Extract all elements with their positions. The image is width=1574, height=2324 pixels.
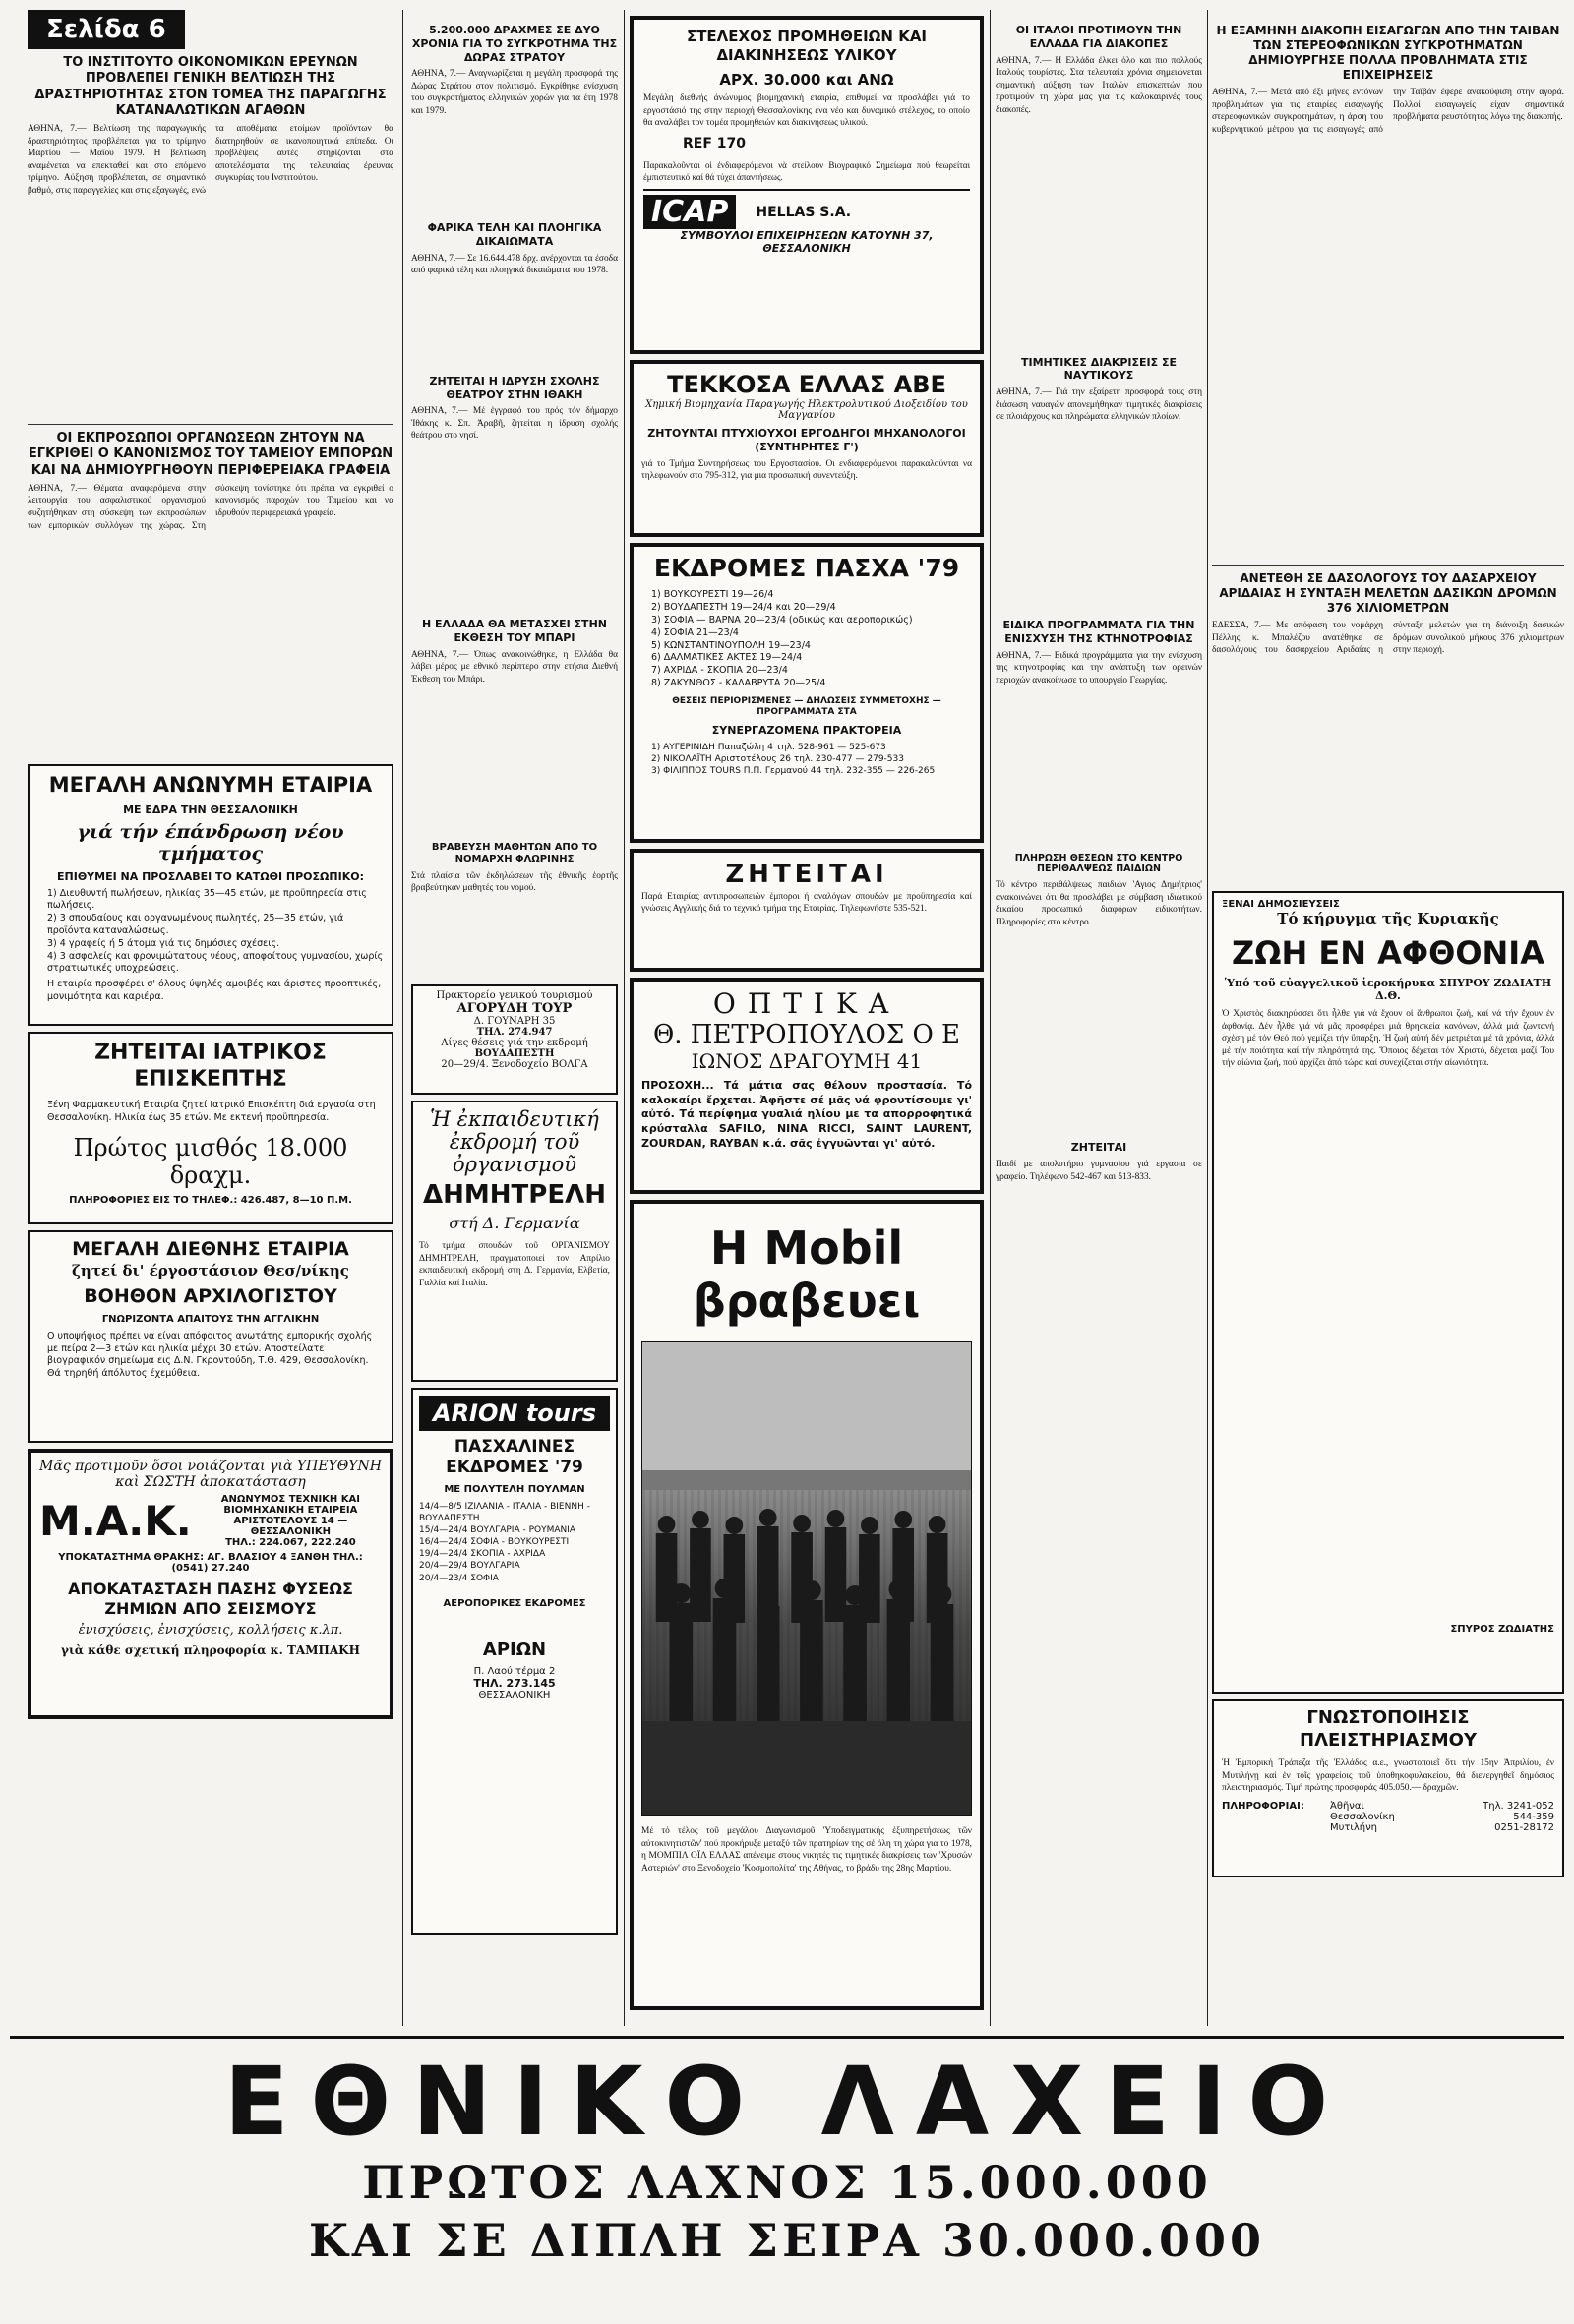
article-headline: ΒΡΑΒΕΥΣΗ ΜΑΘΗΤΩΝ ΑΠΟ ΤΟ ΝΟΜΑΡΧΗ ΦΛΩΡΙΝΗΣ — [431, 841, 598, 865]
ad-phone: ΠΛΗΡΟΦΟΡΙΕΣ ΕΙΣ ΤΟ ΤΗΛΕΦ.: 426.487, 8—10 Π.Μ. — [69, 1195, 352, 1207]
company-phone: ΤΗΛ.: 224.067, 222.240 — [225, 1536, 356, 1548]
list-item: 5) ΚΩΝΣΤΑΝΤΙΝΟΥΠΟΛΗ 19—23/4 — [651, 639, 811, 651]
column-3 — [630, 10, 984, 2026]
ad-title: ΖΗΤΕΙΤΑΙ ΙΑΤΡΙΚΟΣ ΕΠΙΣΚΕΠΤΗΣ — [94, 1040, 327, 1093]
agent-list — [641, 742, 972, 777]
article-headline: ΠΛΗΡΩΣΗ ΘΕΣΕΩΝ ΣΤΟ ΚΕΝΤΡΟ ΠΕΡΙΘΑΛΨΕΩΣ ΠΑΙΔΙΩΝ — [1014, 852, 1183, 875]
list-item: 16/4—24/4 ΣΟΦΙΑ - ΒΟΥΚΟΥΡΕΣΤΙ — [419, 1537, 570, 1548]
article-body: ΑΘΗΝΑ, 7.— Θέματα αναφερόμενα στην λειτουργία του ασφαλιστικού οργανισμού συζητήθηκαν στη σύσκεψη των εκπροσώπων των εμπορικών συλλόγων της χώρας. Στη σύσκεψη τονίστηκε ότι πρέπει να εγκριθεί ο κανονισμός παροχών του Ταμείου και να ιδρυθούν περιφερειακά γραφεία. — [28, 483, 394, 531]
contact-phone: 0251-28172 — [1494, 1821, 1554, 1833]
ad-tagline: Ἡ ἐκπαιδευτική ἐκδρομή τοῦ ὀργανισμοῦ — [430, 1106, 599, 1176]
contact-row — [1330, 1801, 1554, 1812]
job-ad-box — [28, 1230, 394, 1443]
article-headline: ΟΙ ΙΤΑΛΟΙ ΠΡΟΤΙΜΟΥΝ ΤΗΝ ΕΛΛΑΔΑ ΓΙΑ ΔΙΑΚΟΠΕΣ — [1015, 24, 1182, 50]
ad-line: Λίγες θέσεις γιά την εκδρομή — [441, 1037, 588, 1048]
sermon-box — [1212, 891, 1564, 1694]
sermon-intro: Τό κήρυγμα τῆς Κυριακῆς — [1277, 910, 1499, 927]
article-body: ΑΘΗΝΑ, 7.— Σε 16.644.478 δρχ. ανέρχονται τα έσοδα από φαρικά τέλη και πλοηγικά δικαιώματα του 1978. — [411, 253, 618, 276]
ad-title: ΜΕΓΑΛΗ ΔΙΕΘΝΗΣ ΕΤΑΙΡΙΑ — [72, 1237, 349, 1260]
travel-ad-box — [411, 984, 618, 1095]
list-item: 6) ΔΑΛΜΑΤΙΚΕΣ ΑΚΤΕΣ 19—24/4 — [651, 652, 803, 664]
list-item: 4) ΣΟΦΙΑ 21—23/4 — [651, 626, 739, 638]
page-number-label: Σελίδα 6 — [28, 10, 185, 49]
sermon-body: Ὁ Χριστὸς διακηρύσσει ὅτι ἦλθε γιά νά ἔχουν οἱ ἄνθρωποι ζωή, καί νά τήν ἔχουν ἐν ἀφθονίᾳ. Δέν ἦλθε γιά νά μᾶς προσφέρει μιά θρησκεία κανόνων, ἀλλά μιά ζωντανή σχέση μέ τόν Θεό πού γεμίζει τήν ὕπαρξη. Ἡ ζωή αὐτή δέν μετριέται μέ τά χρόνια, ἀλλά μέ τήν ποιότητα καί τήν πληρότητά της. Ὅποιος δέχεται τόν Χριστό, δέχεται μαζί Του τήν αἰώνια ζωή, πού ἀρχίζει ἀπό τώρα καί συνεχίζεται στήν αἰωνιότητα. — [1222, 1009, 1554, 1069]
wanted-ad-box — [630, 849, 984, 972]
ad-title: ΠΑΣΧΑΛΙΝΕΣ ΕΚΔΡΟΜΕΣ '79 — [446, 1436, 583, 1477]
article-body: Τό κέντρο περιθάλψεως παιδιών 'Αγιος Δημήτριος' ανακοινώνει ότι θα προσλάβει με σύμβαση ιδιωτικού δικαίου προσωπικό διαφόρων ειδικοτήτων. Πληροφορίες στο κέντρο. — [996, 880, 1202, 928]
article-body: ΑΘΗΝΑ, 7.— Όπως ανακοινώθηκε, η Ελλάδα θα λάβει μέρος με εθνικό περίπτερο στην ετήσια Διεθνή Έκθεση του Μπάρι. — [411, 649, 618, 685]
ad-line: ΒΟΥΔΑΠΕΣΤΗ — [474, 1047, 555, 1059]
ad-requirement-list — [37, 888, 384, 977]
company-address: ΙΩΝΟΣ ΔΡΑΓΟΥΜΗ 41 — [691, 1049, 923, 1073]
ad-body: Τό τμήμα σπουδών τοῦ ΟΡΓΑΝΙΣΜΟΥ ΔΗΜΗΤΡΕΛΗ, πραγματοποιεί τον Απρίλιο εκπαιδευτική εκδρομή στη Δ. Γερμανία, Ελβετία, Γαλλία καί Ιταλία. — [419, 1241, 610, 1288]
article-body: Παιδί με απολυτήριο γυμνασίου γιά εργασία σε γραφείο. Τηλέφωνο 542-467 και 513-833. — [996, 1160, 1202, 1182]
ad-note: Παρακαλοῦνται οἱ ἐνδιαφερόμενοι νὰ στείλουν Βιογραφικό Σημείωμα πού θεωρείται έμπιστευτικό καί θά τύχει άπαντήσεως. — [643, 160, 970, 183]
icap-advisors: ΣΥΜΒΟΥΛΟΙ ΕΠΙΧΕΙΡΗΣΕΩΝ ΚΑΤΟΥΝΗ 37, ΘΕΣΣΑΛΟΝΙΚΗ — [680, 229, 934, 256]
ad-body: γιά το Τμήμα Συντηρήσεως του Εργοστασίου. Οι ενδιαφερόμενοι παρακαλούνται να τηλεφωνούν στο 795-312, για μια προσωπική συνεντεύξη. — [641, 458, 972, 482]
article-body: ΑΘΗΝΑ, 7.— Η Ελλάδα έλκει όλο και πιο πολλούς Ιταλούς τουρίστες. Στα τελευταία χρόνια σημειώνεται σημαντική αύξηση των Ιταλών επισκεπτών που προτιμούν τη χώρα μας για τις καλοκαιρινές τους διακοπές. — [996, 55, 1202, 115]
column-4 — [996, 10, 1202, 2026]
mobil-headline: Η Mobil βραβευει — [693, 1222, 921, 1328]
list-item: 14/4—8/5 ΙΖΙΛΑΝΙΑ - ΙΤΑΛΙΑ - ΒΙΕΝΝΗ - ΒΟΥΔΑΠΕΣΤΗ — [419, 1501, 590, 1523]
ad-services: ἐνισχύσεις, ἐνισχύσεις, κολλήσεις κ.λπ. — [78, 1622, 343, 1638]
ad-body: Παρά Εταιρίας αντιπροσωπειών έμποροι ή αναλόγων σπουδών με προϋπηρεσία καί γνώσεις Αγγλικής διά το τεχνικό τμήμα της Εταιρίας. Τηλεφωνήστε 535-521. — [641, 891, 972, 915]
ad-line: Πρακτορείο γενικού τουρισμού — [436, 989, 593, 1001]
column-1 — [28, 10, 394, 2026]
contact-city: Ἀθῆναι — [1330, 1800, 1364, 1812]
list-item: 2) 3 σπουδαίους και οργανωμένους πωλητές, 25—35 ετών, γιά προϊόντα καταναλώσεως. — [47, 913, 344, 936]
company-logo: Μ.Α.Κ. — [39, 1496, 192, 1545]
column-rule — [624, 10, 625, 2026]
contact-phone: Τηλ. 3241-052 — [1483, 1800, 1554, 1812]
lottery-first-prize: ΠΡΩΤΟΣ ΛΑΧΝΟΣ 15.000.000 — [362, 2155, 1212, 2209]
list-item: 20/4—29/4 ΒΟΥΛΓΑΡΙΑ — [419, 1561, 520, 1572]
tour-ad-box — [411, 1388, 618, 1935]
agency-address: Π. Λαού τέρμα 2 — [473, 1665, 556, 1677]
lottery-double-prize: ΚΑΙ ΣΕ ΔΙΠΛΗ ΣΕΙΡΑ 30.000.000 — [308, 2213, 1266, 2267]
sermon-title: ΖΩΗ ΕΝ ΑΦΘΟΝΙΑ — [1232, 934, 1544, 972]
list-item: 8) ΖΑΚΥΝΘΟΣ - ΚΑΛΑΒΡΥΤΑ 20—25/4 — [651, 677, 826, 688]
company-address: ΑΡΙΣΤΟΤΕΛΟΥΣ 14 — ΘΕΣΣΑΛΟΝΙΚΗ — [233, 1515, 348, 1537]
icap-company: HELLAS S.A. — [756, 204, 852, 220]
divider — [1212, 565, 1564, 566]
job-ad-box — [28, 1032, 394, 1224]
article-body: ΑΘΗΝΑ, 7.— Γιά την εξαίρετη προσφορά τους στη διάσωση ναυαγών απονεμήθηκαν τιμητικές διακρίσεις σε πλοιάρχους και πληρώματα ελληνικών πλοίων. — [996, 387, 1202, 423]
ad-headline: ΖΗΤΟΥΝΤΑΙ ΠΤΥΧΙΟΥΧΟΙ ΕΡΓΟΔΗΓΟΙ ΜΗΧΑΝΟΛΟΓΟΙ (ΣΥΝΤΗΡΗΤΕΣ Γ') — [647, 427, 966, 453]
ad-body: Μεγάλη διεθνής άνώνυμος βιομηχανική εταιρία, επιθυμεί να προσλάβει γιά το εργοστάσιό της στην περιοχή Θεσσαλονίκης ένα νέο και δυναμικό στέλεχος, το οποίο θα αναλάβει τον τομέα προμηθειών και διακινήσεως υλικού. — [643, 93, 970, 129]
article-body: Στά πλαίσια τῶν ἐκδηλώσεων τῆς ἐθνικῆς ἑορτῆς βραβεύτηκαν μαθητές του νομού. — [411, 870, 618, 894]
article-body: ΑΘΗΝΑ, 7.— Αναγνωρίζεται η μεγάλη προσφορά της Δώρας Στράτου στον πολιτισμό. Εγκρίθηκε ενίσχυση του συγκροτήματος ελληνικών χορών για τα έτη 1978 και 1979. — [411, 69, 618, 117]
ad-footer: γιὰ κάθε σχετική πληροφορία κ. ΤΑΜΠΑΚΗ — [61, 1642, 360, 1657]
list-item: 2) ΝΙΚΟΛΑΪΤΗ Αριστοτέλους 26 τηλ. 230-477 — 279-533 — [651, 754, 904, 765]
ad-body: Ξένη Φαρμακευτική Εταιρία ζητεί Ιατρικό Επισκέπτη διά εργασία στη Θεσσαλονίκη. Ηλικία έως 35 ετών. Με εκτενή προϋπηρεσία. — [47, 1099, 376, 1123]
ad-tagline: γιά τήν έπάνδρωση νέου τμήματος — [77, 820, 344, 864]
article-body: ΑΘΗΝΑ, 7.— Μετά από έξι μήνες εντόνων προβλημάτων για τις εταιρίες εισαγωγής στερεοφωνικών συγκροτημάτων, η άρση του κυβερνητικού μέτρου για τις εισαγωγές από την Ταϊβάν έφερε ανακούφιση στην αγορά. Πολλοί εισαγωγείς είχαν σημαντικά προβλήματα ρευστότητας λόγω της διακοπής. — [1212, 88, 1564, 135]
contact-city: Θεσσαλονίκη — [1330, 1811, 1395, 1822]
divider — [28, 424, 394, 425]
ad-tagline: Μᾶς προτιμοῦν ὅσοι νοιάζονται γιὰ ΥΠΕΥΘΥΝΗ καὶ ΣΩΣΤΗ ἀποκατάσταση — [39, 1458, 382, 1490]
agency-phone: ΤΗΛ. 273.145 — [473, 1676, 556, 1690]
list-item: 19/4—24/4 ΣΚΟΠΙΑ - ΑΧΡΙΔΑ — [419, 1549, 546, 1560]
ad-line: Δ. ΓΟΥΝΑΡΗ 35 — [473, 1015, 556, 1027]
auction-notice-box — [1212, 1699, 1564, 1877]
section-label: ΞΕΝΑΙ ΔΗΜΟΣΙΕΥΣΕΙΣ — [1222, 899, 1340, 910]
sermon-signature: ΣΠΥΡΟΣ ΖΩΔΙΑΤΗΣ — [1450, 1624, 1554, 1635]
list-item: 3) ΦΙΛΙΠΠΟΣ TOURS Π.Π. Γερμανού 44 τηλ. 232-355 — 226-265 — [651, 766, 936, 777]
tekkosa-ad-box — [630, 360, 984, 537]
article-body: ΑΘΗΝΑ, 7.— Βελτίωση της παραγωγικής δραστηριότητος προβλέπεται για το τρίμηνο Μαρτίου — Μαΐου 1979. Η βελτίωση αναμένεται να επεκταθεί και στο επόμενο τρίμηνο. Αύξηση προβλέπεται, σε σημαντικό βαθμό, στις παραγγελίες και στις εξαγωγές, ενώ τα αποθέματα ετοίμων προϊόντων θα διατηρηθούν σε ικανοποιητικά επίπεδα. Οι προβλέψεις αυτές στηρίζονται στα αποτελέσματα της τελευταίας έρευνας συγκυρίας του Ινστιτούτου. — [28, 124, 394, 196]
ad-body: ΠΡΟΣΟΧΗ... Τά μάτια σας θέλουν προστασία. Τό καλοκαίρι ἔρχεται. Ἀφῆστε σέ μᾶς νά φροντίσουμε γι' αὐτό. Τά περίφημα γυαλιά ηλίου με τα απορροφητικά κρύσταλλα SAFILO, NINA RICCI, SAINT LAURENT, ZOURDAN, RAYBAN κ.ά. σᾶς ἐγγυῶνται γι' αὐτό. — [641, 1079, 972, 1150]
article-headline: 5.200.000 ΔΡΑΧΜΕΣ ΣΕ ΔΥΟ ΧΡΟΝΙΑ ΓΙΑ ΤΟ ΣΥΓΚΡΟΤΗΜΑ ΤΗΣ ΔΩΡΑΣ ΣΤΡΑΤΟΥ — [411, 24, 618, 64]
article-headline: ΖΗΤΕΙΤΑΙ Η ΙΔΡΥΣΗ ΣΧΟΛΗΣ ΘΕΑΤΡΟΥ ΣΤΗΝ ΙΘΑΚΗ — [429, 374, 600, 401]
company-ad-box — [28, 1449, 394, 1719]
list-item: 7) ΑΧΡΙΔΑ - ΣΚΟΠΙΑ 20—23/4 — [651, 665, 788, 677]
list-item: 1) Διευθυντή πωλήσεων, ηλικίας 35—45 ετών, με προϋπηρεσία στις πωλήσεις. — [47, 887, 367, 912]
mobil-ad-box — [630, 1200, 984, 2010]
agency-logo: ARION tours — [419, 1396, 610, 1431]
ad-requirement-heading: ΕΠΙΘΥΜΕΙ ΝΑ ΠΡΟΣΛΑΒΕΙ ΤΟ ΚΑΤΩΘΙ ΠΡΟΣΩΠΙΚΟ: — [57, 869, 364, 883]
company-name: ΑΝΩΝΥΜΟΣ ΤΕΧΝΙΚΗ ΚΑΙ ΒΙΟΜΗΧΑΝΙΚΗ ΕΤΑΙΡΕΙΑ — [220, 1493, 360, 1516]
list-item: 20/4—23/4 ΣΟΦΙΑ — [419, 1573, 499, 1583]
article-body: ΑΘΗΝΑ, 7.— Ειδικά προγράμματα για την ενίσχυση της κτηνοτροφίας και την ανάπτυξη των ορεινών περιοχών ανακοίνωσε το υπουργείο Γεωργίας. — [996, 650, 1202, 685]
article-headline: ΦΑΡΙΚΑ ΤΕΛΗ ΚΑΙ ΠΛΟΗΓΙΚΑ ΔΙΚΑΙΩΜΑΤΑ — [427, 221, 602, 248]
article-headline: Η ΕΞΑΜΗΝΗ ΔΙΑΚΟΠΗ ΕΙΣΑΓΩΓΩΝ ΑΠΟ ΤΗΝ ΤΑΙΒΑΝ ΤΩΝ ΣΤΕΡΕΟΦΩΝΙΚΩΝ ΣΥΓΚΡΟΤΗΜΑΤΩΝ ΔΗΜΙΟΥΡΓΗΣΕ ΠΟΛΛΑ ΠΡΟΒΛΗΜΑΤΑ ΣΤΙΣ ΕΠΙΧΕΙΡΗΣΕΙΣ — [1216, 24, 1560, 82]
ad-requirement: ΓΝΩΡΙΖΟΝΤΑ ΑΠΑΙΤΟΥΣ ΤΗΝ ΑΓΓΛΙΚΗΝ — [101, 1314, 320, 1326]
list-item: 1) ΒΟΥΚΟΥΡΕΣΤΙ 19—26/4 — [651, 589, 774, 601]
column-rule — [402, 10, 403, 2026]
notice-title: ΓΝΩΣΤΟΠΟΙΗΣΙΣ ΠΛΕΙΣΤΗΡΙΑΣΜΟΥ — [1300, 1707, 1477, 1751]
ad-subtitle: ΑΕΡΟΠΟΡΙΚΕΣ ΕΚΔΡΟΜΕΣ — [443, 1597, 586, 1609]
list-item: 4) 3 ασφαλείς και φρονιμώτατους νέους, αποφοίτους γυμνασίου, χωρίς στρατιωτικές υποχρεώσεις. — [47, 950, 384, 975]
award-ceremony-photo — [641, 1341, 972, 1816]
company-name: Θ. ΠΕΤΡΟΠΟΥΛΟΣ Ο Ε — [652, 1020, 961, 1049]
article-body: ΑΘΗΝΑ, 7.— Μέ ἐγγραφό του πρός τόν δήμαρχο Ἰθάκης κ. Σπ. Ἀραβῆ, ζητείται η ίδρυση σχολής θεάτρου στο νησί. — [411, 406, 618, 442]
article-headline: ΖΗΤΕΙΤΑΙ — [1070, 1141, 1127, 1155]
trip-list — [641, 589, 972, 690]
tour-ad-box — [411, 1101, 618, 1382]
contact-row — [1330, 1822, 1554, 1833]
article-headline: ΤΙΜΗΤΙΚΕΣ ΔΙΑΚΡΙΣΕΙΣ ΣΕ ΝΑΥΤΙΚΟΥΣ — [1020, 355, 1178, 383]
easter-trips-ad-box — [630, 543, 984, 843]
ad-organization: ΔΗΜΗΤΡΕΛΗ — [423, 1180, 606, 1211]
column-5 — [1212, 10, 1564, 2026]
ad-role: ΒΟΗΘΟΝ ΑΡΧΙΛΟΓΙΣΤΟΥ — [84, 1284, 337, 1307]
list-item: 2) ΒΟΥΔΑΠΕΣΤΗ 19—24/4 και 20—29/4 — [651, 602, 836, 614]
article-headline: ΟΙ ΕΚΠΡΟΣΩΠΟΙ ΟΡΓΑΝΩΣΕΩΝ ΖΗΤΟΥΝ ΝΑ ΕΓΚΡΙΘΕΙ Ο ΚΑΝΟΝΙΣΜΟΣ ΤΟΥ ΤΑΜΕΙΟΥ ΕΜΠΟΡΩΝ ΚΑΙ ΝΑ ΔΗΜΙΟΥΡΓΗΘΟΥΝ ΠΕΡΙΦΕΡΕΙΑΚΑ ΓΡΑΦΕΙΑ — [28, 431, 394, 478]
contact-phone: 544-359 — [1513, 1811, 1554, 1822]
ad-subtitle: ΜΕ ΠΟΛΥΤΕΛΗ ΠΟΥΛΜΑΝ — [444, 1484, 585, 1496]
ad-subtitle: ΜΕ ΕΔΡΑ ΤΗΝ ΘΕΣΣΑΛΟΝΙΚΗ — [123, 804, 298, 816]
job-ad-box — [28, 764, 394, 1026]
ad-reference: REF 170 — [683, 136, 747, 152]
ad-body: Ο υποψήφιος πρέπει να είναι απόφοιτος ανωτάτης εμπορικής σχολής με πείρα 2—3 ετών και ηλικία μέχρι 30 ετών. Αποστείλατε βιογραφικόν σημείωμα εις Δ.Ν. Γκροντούδη, Τ.Θ. 429, Θεσσαλονίκη. Θά τηρηθή άπόλυτος έχεμύθεια. — [47, 1330, 373, 1380]
ad-salary: ΑΡΧ. 30.000 και ΑΝΩ — [719, 70, 894, 89]
ad-title: ΜΕΓΑΛΗ ΑΝΩΝΥΜΗ ΕΤΑΙΡΙΑ — [48, 772, 373, 797]
ad-title: ΣΤΕΛΕΧΟΣ ΠΡΟΜΗΘΕΙΩΝ ΚΑΙ ΔΙΑΚΙΝΗΣΕΩΣ ΥΛΙΚΟΥ — [686, 28, 928, 64]
icap-ad-box — [630, 16, 984, 354]
info-label: ΠΛΗΡΟΦΟΡΙΑΙ: — [1222, 1800, 1304, 1812]
ad-headline: ΑΠΟΚΑΤΑΣΤΑΣΗ ΠΑΣΗΣ ΦΥΣΕΩΣ ΖΗΜΙΩΝ ΑΠΟ ΣΕΙΣΜΟΥΣ — [68, 1579, 353, 1618]
lottery-title: ΕΘΝΙΚΟ ΛΑΧΕΙΟ — [223, 2047, 1351, 2157]
ad-note: ΘΕΣΕΙΣ ΠΕΡΙΟΡΙΣΜΕΝΕΣ — ΔΗΛΩΣΕΙΣ ΣΥΜΜΕΤΟΧΗΣ — ΠΡΟΓΡΑΜΜΑΤΑ ΣΤΑ — [672, 695, 941, 717]
contact-city: Μυτιλήνη — [1330, 1821, 1377, 1833]
contact-row — [1330, 1812, 1554, 1822]
national-lottery-banner — [10, 2036, 1564, 2319]
ad-note: Η εταιρία προσφέρει σ' όλους ύψηλές αμοιβές και άριστες προοπτικές, μονιμότητα και καριέρα. — [47, 979, 382, 1002]
company-branch: ΥΠΟΚΑΤΑΣΤΗΜΑ ΘΡΑΚΗΣ: ΑΓ. ΒΛΑΣΙΟΥ 4 ΞΑΝΘΗ ΤΗΛ.: (0541) 27.240 — [58, 1551, 363, 1574]
ad-destination: στή Δ. Γερμανία — [449, 1214, 580, 1233]
ad-title: ΖΗΤΕΙΤΑΙ — [725, 860, 888, 889]
company-name: ΤΕΚΚΟΣΑ ΕΛΛΑΣ ΑΒΕ — [667, 371, 946, 398]
ad-salary: Πρώτος μισθός 18.000 δραχμ. — [73, 1134, 348, 1190]
article-headline: Η ΕΛΛΑΔΑ ΘΑ ΜΕΤΑΣΧΕΙ ΣΤΗΝ ΕΚΘΕΣΗ ΤΟΥ ΜΠΑΡΙ — [422, 618, 607, 644]
list-item: 3) ΣΟΦΙΑ — ΒΑΡΝΑ 20—23/4 (οδικώς και αεροπορικώς) — [651, 614, 913, 626]
list-item: 15/4—24/4 ΒΟΥΛΓΑΡΙΑ - ΡΟΥΜΑΝΙΑ — [419, 1525, 576, 1536]
optics-ad-box — [630, 978, 984, 1194]
company-desc: Χημική Βιομηχανία Παραγωγής Ηλεκτρολυτικού Διοξειδίου του Μαγγανίου — [645, 399, 968, 421]
list-item: 1) ΑΥΓΕΡΙΝΙΔΗ Παπαζώλη 4 τηλ. 528-961 — 525-673 — [651, 743, 886, 752]
ad-title: ΕΚΔΡΟΜΕΣ ΠΑΣΧΑ '79 — [653, 554, 960, 582]
column-2 — [411, 10, 618, 2026]
agency-city: ΘΕΣΣΑΛΟΝΙΚΗ — [478, 1689, 551, 1700]
agency-name: ΑΡΙΩΝ — [482, 1639, 547, 1661]
notice-body: Ἡ Ἐμπορική Τράπεζα τῆς Ἑλλάδος α.ε., γνωστοποιεῖ ὅτι τήν 15ην Ἀπριλίου, ἐν Μυτιλήνῃ καί ἐν τοῖς γραφείοις τοῦ ὑποθηκοφυλακείου, θά διενεργηθεῖ δημόσιος πλειστηριασμός. Τιμή πρώτης προσφοράς 405.050.— δραχμῶν. — [1222, 1758, 1554, 1794]
icap-logo: ICAP — [643, 195, 736, 229]
column-rule — [990, 10, 991, 2026]
tour-list — [419, 1501, 610, 1584]
ad-line: 20—29/4. Ξενοδοχείο ΒΟΛΓΑ — [441, 1058, 588, 1070]
column-rule — [1207, 10, 1208, 2026]
sermon-author: Ὑπό τοῦ εὐαγγελικοῦ ἱεροκήρυκα ΣΠΥΡΟΥ ΖΩΔΙΑΤΗ Δ.Θ. — [1224, 977, 1552, 1002]
ad-subtitle: ΣΥΝΕΡΓΑΖΟΜΕΝΑ ΠΡΑΚΤΟΡΕΙΑ — [711, 724, 902, 738]
crowd-photo-illustration — [642, 1342, 971, 1815]
ad-line: ΑΓΟΡΥΔΗ ΤΟΥΡ — [456, 1000, 573, 1016]
list-item: 3) 4 γραφείς ή 5 άτομα γιά τις δημόσιες σχέσεις. — [47, 937, 280, 949]
article-body: ΕΔΕΣΣΑ, 7.— Με απόφαση του νομάρχη Πέλλης κ. Μπαλέζου ανατέθηκε σε δασολόγους του δασαρχείου Αριδαίας η σύνταξη μελετών για τη διάνοιξη δασικών δρόμων συνολικού μήκους 376 χιλιομέτρων στην περιοχή. — [1212, 621, 1564, 656]
article-headline: ΕΙΔΙΚΑ ΠΡΟΓΡΑΜΜΑΤΑ ΓΙΑ ΤΗΝ ΕΝΙΣΧΥΣΗ ΤΗΣ ΚΤΗΝΟΤΡΟΦΙΑΣ — [1002, 619, 1195, 645]
ad-line: ΤΗΛ. 274.947 — [476, 1026, 553, 1038]
article-headline: ΤΟ ΙΝΣΤΙΤΟΥΤΟ ΟΙΚΟΝΟΜΙΚΩΝ ΕΡΕΥΝΩΝ ΠΡΟΒΛΕΠΕΙ ΓΕΝΙΚΗ ΒΕΛΤΙΩΣΗ ΤΗΣ ΔΡΑΣΤΗΡΙΟΤΗΤΑΣ ΣΤΟΝ ΤΟΜΕΑ ΤΗΣ ΠΑΡΑΓΩΓΗΣ ΚΑΤΑΝΑΛΩΤΙΚΩΝ ΑΓΑΘΩΝ — [34, 55, 387, 118]
article-headline: ΑΝΕΤΕΘΗ ΣΕ ΔΑΣΟΛΟΓΟΥΣ ΤΟΥ ΔΑΣΑΡΧΕΙΟΥ ΑΡΙΔΑΙΑΣ Η ΣΥΝΤΑΞΗ ΜΕΛΕΤΩΝ ΔΑΣΙΚΩΝ ΔΡΟΜΩΝ 376 ΧΙΛΙΟΜΕΤΡΩΝ — [1219, 571, 1557, 615]
photo-caption: Μέ τό τέλος τοῦ μεγάλου Διαγωνισμοῦ 'Υποδειγματικής έξυπηρετήσεως τῶν αὐτοκινητιστῶν' πού προκήρυξε μεταξύ τῶν πρατηρίων της σέ όλη τη χώρα για το 1978, η ΜΟΜΠΙΛ ΟΪΛ ΕΛΛΑΣ απένειμε στους νικητές τις τιμητικές διακρίσεις των 'Χρυσών Αστεριών' στο Ξενοδοχείο 'Κοσμοπολίτα' της Αθήνας, το βράδυ της 28ης Μαρτίου. — [641, 1826, 972, 1874]
ad-subtitle: ζητεί δι' έργοστάσιον Θεσ/νίκης — [72, 1261, 349, 1280]
ad-title: ΟΠΤΙΚΑ — [712, 987, 901, 1020]
